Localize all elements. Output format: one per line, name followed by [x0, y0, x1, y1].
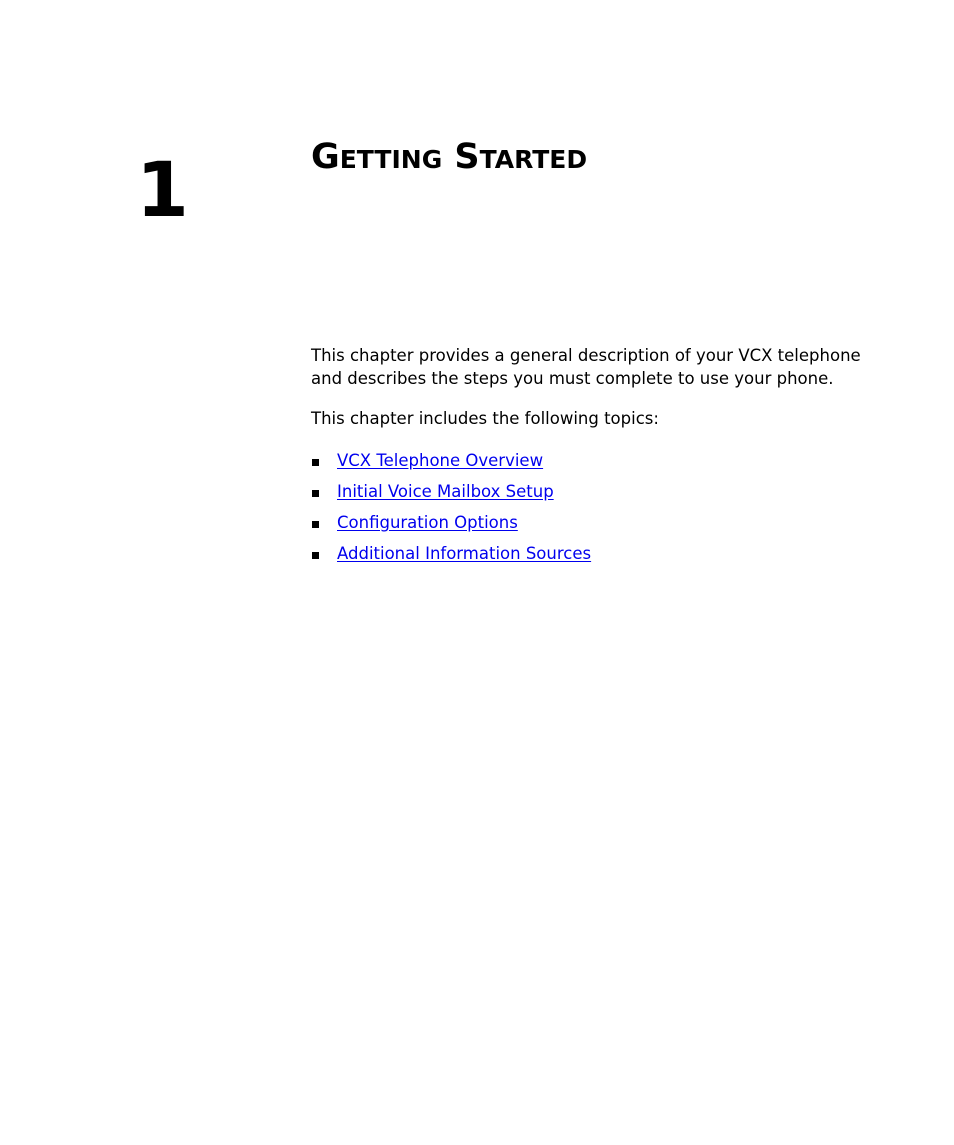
square-bullet-icon [312, 490, 319, 497]
square-bullet-icon [312, 459, 319, 466]
square-bullet-icon [312, 521, 319, 528]
topics-lead-text: This chapter includes the following topics: [311, 409, 659, 428]
topic-list-item [311, 449, 891, 480]
chapter-number: 1 [136, 145, 189, 234]
square-bullet-icon [312, 552, 319, 559]
topic-link-configuration-options[interactable]: Configuration Options [337, 513, 518, 532]
topic-list-item [311, 542, 891, 573]
topic-link-initial-voice-mailbox-setup[interactable]: Initial Voice Mailbox Setup [337, 482, 554, 501]
chapter-intro-section [311, 344, 891, 573]
topic-list-item [311, 480, 891, 511]
topic-list [311, 449, 891, 573]
chapter-title: Getting Started [311, 137, 588, 177]
intro-paragraph: This chapter provides a general description of your VCX telephone and describes the steps you must complete to use your phone. [311, 346, 861, 388]
topic-link-additional-information-sources[interactable]: Additional Information Sources [337, 544, 592, 563]
topic-link-vcx-telephone-overview[interactable]: VCX Telephone Overview [337, 451, 544, 470]
topic-list-item [311, 511, 891, 542]
